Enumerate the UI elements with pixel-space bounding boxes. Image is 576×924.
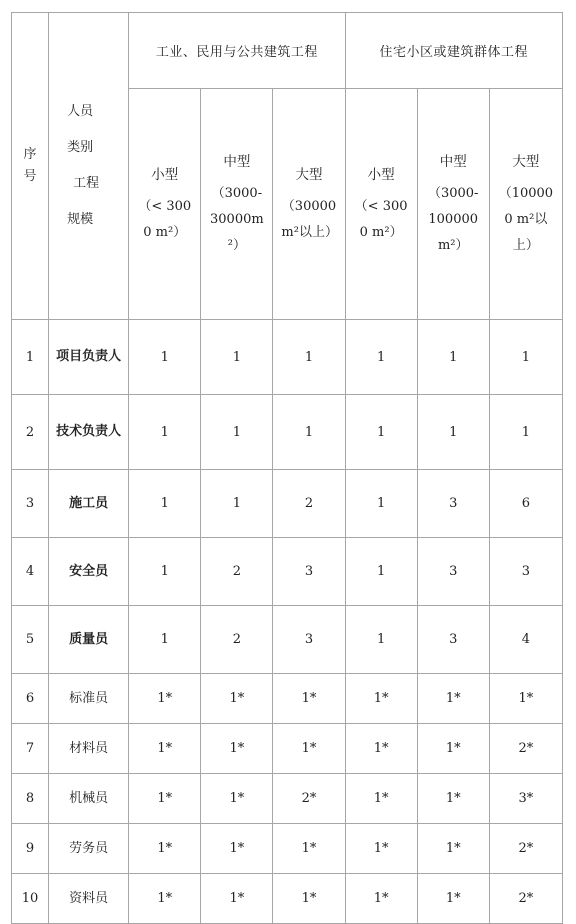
row-number: 8	[12, 774, 49, 824]
staff-count-cell: 1	[345, 606, 417, 674]
staff-count-cell: 3	[273, 606, 345, 674]
category-header-line: 工程	[73, 176, 100, 191]
staff-count-cell: 1*	[201, 724, 273, 774]
size-header-industrial-large	[273, 89, 345, 320]
size-range: （100000 m²以上）	[498, 186, 554, 253]
staff-count-cell: 1	[489, 320, 562, 395]
row-number: 10	[12, 874, 49, 924]
row-number: 7	[12, 724, 49, 774]
header-row-groups	[12, 13, 563, 89]
staff-count-cell: 1*	[345, 824, 417, 874]
category-header-line: 人员	[67, 104, 94, 119]
group-header-residential: 住宅小区或建筑群体工程	[345, 13, 562, 89]
size-range: （30000 m²以上）	[281, 199, 338, 240]
sequence-header-char: 号	[23, 169, 37, 184]
staff-count-cell: 6	[489, 470, 562, 538]
staff-count-cell: 1	[201, 320, 273, 395]
category-header	[49, 13, 129, 320]
role-name: 劳务员	[49, 824, 129, 874]
staff-count-cell: 1*	[273, 724, 345, 774]
row-number: 5	[12, 606, 49, 674]
row-number: 9	[12, 824, 49, 874]
staff-count-cell: 1*	[201, 774, 273, 824]
staff-count-cell: 1*	[345, 874, 417, 924]
staff-count-cell: 1*	[129, 874, 201, 924]
sequence-header	[12, 13, 49, 320]
role-name: 机械员	[49, 774, 129, 824]
staff-count-cell: 3	[489, 538, 562, 606]
table-row	[12, 724, 563, 774]
role-name: 质量员	[49, 606, 129, 674]
size-name: 大型	[512, 154, 540, 170]
staff-count-cell: 1	[129, 395, 201, 470]
table-row	[12, 606, 563, 674]
staff-count-cell: 3	[417, 538, 489, 606]
staff-count-cell: 1	[345, 395, 417, 470]
staff-count-cell: 1*	[417, 824, 489, 874]
size-name: 小型	[367, 167, 395, 183]
role-name: 资料员	[49, 874, 129, 924]
staff-count-cell: 1*	[201, 874, 273, 924]
staff-count-cell: 1	[273, 320, 345, 395]
staff-count-cell: 1*	[129, 774, 201, 824]
staff-count-cell: 1*	[417, 874, 489, 924]
group-header-industrial: 工业、民用与公共建筑工程	[129, 13, 345, 89]
role-name: 施工员	[49, 470, 129, 538]
size-range: （3000-100000m²）	[427, 186, 479, 253]
role-name: 技术负责人	[49, 395, 129, 470]
table-row	[12, 470, 563, 538]
staff-count-cell: 1	[489, 395, 562, 470]
staff-count-cell: 1	[201, 395, 273, 470]
row-number: 4	[12, 538, 49, 606]
size-header-industrial-small	[129, 89, 201, 320]
staff-count-cell: 1*	[489, 674, 562, 724]
staff-count-cell: 1	[345, 320, 417, 395]
table-row	[12, 538, 563, 606]
staff-count-cell: 1*	[345, 724, 417, 774]
staff-count-cell: 1	[129, 320, 201, 395]
row-number: 1	[12, 320, 49, 395]
table-row	[12, 874, 563, 924]
staff-count-cell: 1	[129, 470, 201, 538]
role-name: 安全员	[49, 538, 129, 606]
staff-count-cell: 3	[417, 470, 489, 538]
row-number: 3	[12, 470, 49, 538]
staff-count-cell: 4	[489, 606, 562, 674]
staff-count-cell: 1*	[201, 674, 273, 724]
table-row	[12, 774, 563, 824]
staff-count-cell: 2*	[273, 774, 345, 824]
staff-count-cell: 1*	[417, 774, 489, 824]
staff-count-cell: 2*	[489, 874, 562, 924]
table-row	[12, 674, 563, 724]
row-number: 6	[12, 674, 49, 724]
size-header-industrial-medium	[201, 89, 273, 320]
size-range: （< 3000 m²）	[138, 199, 192, 240]
staff-count-cell: 2*	[489, 824, 562, 874]
staff-count-cell: 1	[129, 538, 201, 606]
staff-count-cell: 1	[417, 320, 489, 395]
staff-count-cell: 1	[417, 395, 489, 470]
staff-count-cell: 3	[417, 606, 489, 674]
size-range: （< 3000 m²）	[354, 199, 408, 240]
staff-count-cell: 3*	[489, 774, 562, 824]
size-range: （3000-30000m²）	[210, 186, 264, 253]
staff-count-cell: 1*	[345, 774, 417, 824]
role-name: 标准员	[49, 674, 129, 724]
table-row	[12, 320, 563, 395]
staff-count-cell: 1	[201, 470, 273, 538]
staff-count-cell: 1*	[129, 674, 201, 724]
staff-count-cell: 1*	[417, 724, 489, 774]
row-number: 2	[12, 395, 49, 470]
staff-count-cell: 2	[273, 470, 345, 538]
staff-count-cell: 1	[129, 606, 201, 674]
staff-count-cell: 1*	[129, 824, 201, 874]
staff-count-cell: 1*	[129, 724, 201, 774]
size-name: 中型	[223, 154, 251, 170]
staff-count-cell: 3	[273, 538, 345, 606]
table-row	[12, 824, 563, 874]
staff-count-cell: 1*	[345, 674, 417, 724]
role-name: 材料员	[49, 724, 129, 774]
staff-count-cell: 1	[345, 470, 417, 538]
size-name: 大型	[295, 167, 323, 183]
staffing-table	[11, 12, 563, 924]
category-header-line: 规模	[67, 212, 94, 227]
staff-count-cell: 1*	[201, 824, 273, 874]
table-row	[12, 395, 563, 470]
staff-count-cell: 1	[345, 538, 417, 606]
role-name: 项目负责人	[49, 320, 129, 395]
staff-count-cell: 1*	[273, 674, 345, 724]
size-name: 中型	[439, 154, 467, 170]
staff-count-cell: 1	[273, 395, 345, 470]
sequence-header-char: 序	[23, 147, 37, 162]
size-header-residential-medium	[417, 89, 489, 320]
staff-count-cell: 2	[201, 538, 273, 606]
staff-count-cell: 1*	[417, 674, 489, 724]
size-header-residential-large	[489, 89, 562, 320]
staff-count-cell: 1*	[273, 874, 345, 924]
category-header-line: 类别	[67, 140, 94, 155]
staff-count-cell: 2*	[489, 724, 562, 774]
staff-count-cell: 2	[201, 606, 273, 674]
staff-count-cell: 1*	[273, 824, 345, 874]
size-header-residential-small	[345, 89, 417, 320]
size-name: 小型	[151, 167, 179, 183]
